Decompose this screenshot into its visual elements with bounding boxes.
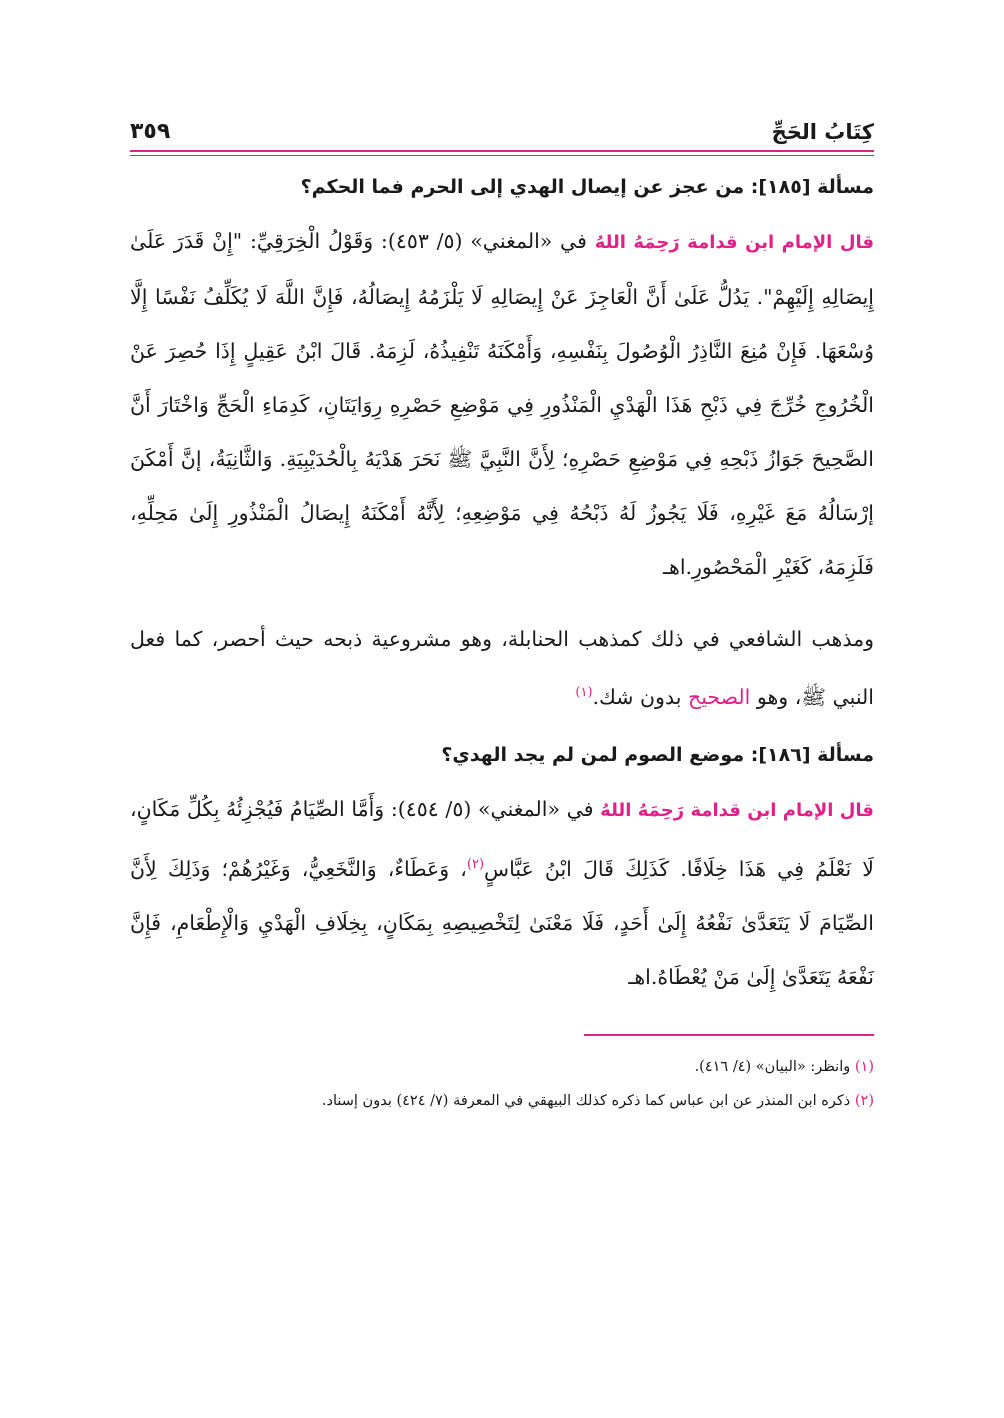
commentary-end: بدون شك. <box>592 684 682 709</box>
speaker-label: قال الإمام ابن قدامة رَحِمَهُ اللهُ <box>600 799 874 821</box>
issue-heading-186 <box>130 744 874 766</box>
commentary-text: ومذهب الشافعي في ذلك كمذهب الحنابلة، وهو مشروعية ذبحه حيث أحصر، كما فعل النبي ﷺ، وهو <box>130 627 874 709</box>
speaker-label: قال الإمام ابن قدامة رَحِمَهُ اللهُ <box>594 232 874 253</box>
quote-paragraph <box>130 214 874 594</box>
commentary-paragraph <box>130 612 874 724</box>
footnote-item <box>130 1050 874 1084</box>
issue-number: مسألة [١٨٦]: <box>750 743 874 766</box>
source-reference: في «المغني» (٥/ ٤٥٤): <box>390 796 594 821</box>
source-reference: في «المغني» (٥/ ٤٥٣): <box>380 229 587 253</box>
footnote-text: وانظر: «البيان» (٤/ ٤١٦). <box>694 1058 851 1075</box>
issue-number: مسألة [١٨٥]: <box>750 176 874 198</box>
quote-text: وَقَوْلُ الْخِرَقِيِّ: "إِنْ قَدَرَ عَلَىٰ إِيصَالِهِ إِلَيْهِمْ". يَدُلُّ عَلَىٰ أَنَّ الْعَاجِزَ عَنْ إِيصَالِهِ لَا يَلْزَمُهُ إِيصَالُهُ، فَإِنَّ اللَّهَ لَا يُكَلِّفُ نَفْسًا إِلَّا وُسْعَهَا. فَإِنْ مُنِعَ النَّاذِرُ الْوُصُولَ بِنَفْسِهِ، وَأَمْكَنَهُ تَنْفِيذُهُ، لَزِمَهُ. قَالَ ابْنُ عَقِيلٍ إِذَا حُصِرَ عَنْ الْخُرُوجِ خُرِّجَ فِي ذَبْحِ هَذَا الْهَدْيِ الْمَنْذُورِ فِي مَوْضِعِ حَصْرِهِ رِوَايَتَانِ، كَدِمَاءِ الْحَجِّ وَاخْتَارَ أَنَّ الصَّحِيحَ جَوَازُ ذَبْحِهِ فِي مَوْضِعِ حَصْرِهِ؛ لِأَنَّ النَّبِيَّ ﷺ نَحَرَ هَدْيَهُ بِالْحُدَيْبِيَةِ. وَالثَّانِيَةُ، إنَّ أَمْكَنَ إرْسَالُهُ مَعَ غَيْرِهِ، فَلَا يَجُوزُ لَهُ ذَبْحُهُ فِي مَوْضِعِهِ؛ لِأَنَّهُ أَمْكَنَهُ إِيصَالُ الْمَنْذُورِ إِلَىٰ مَحِلِّهِ، فَلَزِمَهُ، كَغَيْرِ الْمَحْصُورِ.اهـ <box>130 229 874 579</box>
page-number: ٣٥٩ <box>130 119 171 144</box>
running-head <box>130 108 874 144</box>
quote-text: وَأَمَّا الصِّيَامُ فَيُجْزِئُهُ بِكُلِّ مَكَانٍ، لَا نَعْلَمُ فِي هَذَا خِلَافًا. كَذَلِكَ قَالَ ابْنُ عَبَّاسٍ <box>130 796 874 881</box>
page <box>130 108 874 1118</box>
footnote-item <box>130 1084 874 1118</box>
footnote-marker: (٢) <box>854 1092 874 1109</box>
issue-question: موضع الصوم لمن لم يجد الهدي؟ <box>441 743 745 766</box>
issue-question: من عجز عن إيصال الهدي إلى الحرم فما الحكم؟ <box>300 176 745 198</box>
footnote-ref-1[interactable]: (١) <box>575 685 593 700</box>
header-divider <box>130 150 874 156</box>
footnote-marker: (١) <box>854 1058 874 1075</box>
issue-heading-185 <box>130 176 874 198</box>
book-title: كِتَابُ الحَجِّ <box>771 120 874 144</box>
footnotes <box>130 1050 874 1118</box>
quote-paragraph <box>130 782 874 1004</box>
ruling-highlight: الصحيح <box>687 684 751 709</box>
footnote-ref-2[interactable]: (٢) <box>466 856 485 872</box>
footnote-divider <box>584 1034 874 1036</box>
footnote-text: ذكره ابن المنذر عن ابن عباس كما ذكره كذلك البيهقي في المعرفة (٧/ ٤٢٤) بدون إسناد. <box>321 1092 851 1109</box>
quote-text-continued: ، وَعَطَاءٌ، وَالنَّخَعِيُّ، وَغَيْرُهُمْ؛ وَذَلِكَ لِأَنَّ الصِّيَامَ لَا يَتَعَدَّىٰ نَفْعُهُ إِلَىٰ أَحَدٍ، فَلَا مَعْنَىٰ لِتَخْصِيصِهِ بِمَكَانٍ، بِخِلَافِ الْهَدْيِ وَالْإِطْعَامِ، فَإِنَّ نَفْعَهُ يَتَعَدَّىٰ إِلَىٰ مَنْ يُعْطَاهُ.اهـ <box>130 856 874 989</box>
